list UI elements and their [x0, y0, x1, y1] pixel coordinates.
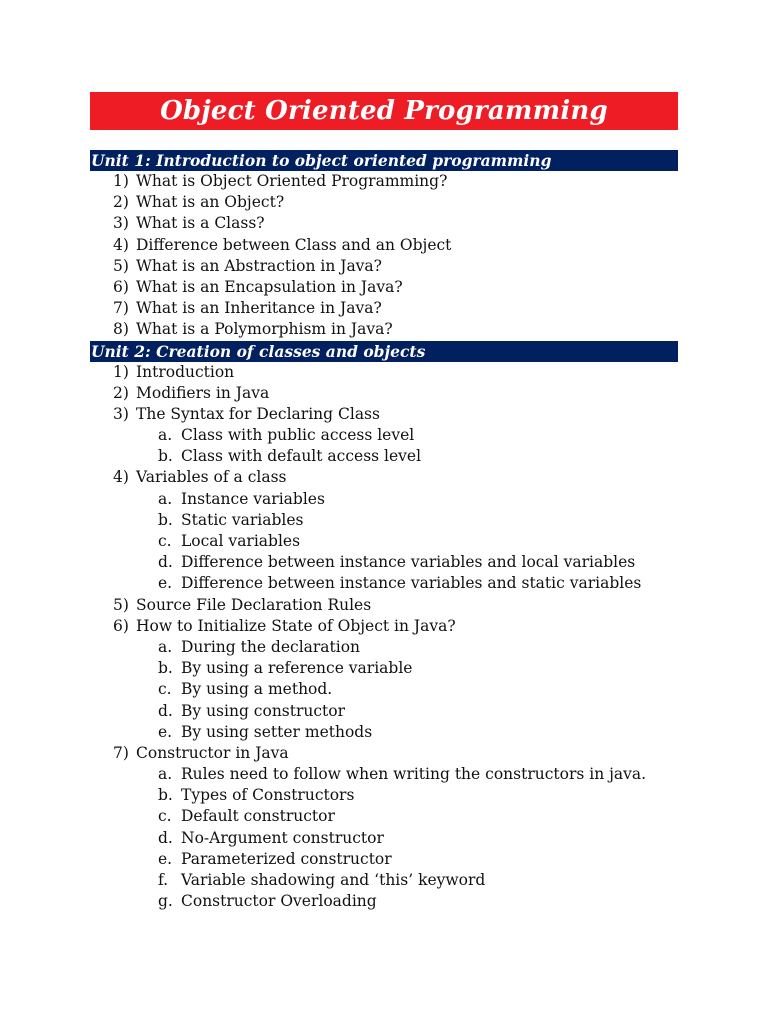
list-item-number: 6)	[113, 277, 129, 296]
list-item-number: 7)	[113, 743, 129, 762]
sub-list-item	[90, 806, 678, 827]
sub-list-item	[90, 785, 678, 806]
list-item	[90, 743, 678, 764]
sub-list-item	[90, 679, 678, 700]
sub-list-item-letter: d.	[158, 701, 173, 720]
list-item-number: 3)	[113, 214, 129, 233]
sub-list-item-letter: b.	[158, 510, 173, 529]
sub-list-item	[90, 637, 678, 658]
sub-list-item	[90, 531, 678, 552]
sub-list-item-text: No-Argument constructor	[181, 828, 384, 847]
list-item	[90, 595, 678, 616]
sub-list-item-text: Types of Constructors	[181, 786, 355, 805]
sub-list-item-letter: b.	[158, 447, 173, 466]
list-item	[90, 235, 678, 256]
document-page	[90, 92, 678, 912]
sub-list-item-text: Constructor Overloading	[181, 892, 377, 911]
list-item-number: 6)	[113, 616, 129, 635]
sub-list-item-text: Instance variables	[181, 489, 325, 508]
sub-list-item-letter: b.	[158, 659, 173, 678]
sub-list-item-text: By using a method.	[181, 680, 333, 699]
list-item-text: What is a Polymorphism in Java?	[136, 320, 393, 339]
sub-list-item	[90, 870, 678, 891]
unit-section-1	[90, 150, 678, 341]
list-item	[90, 383, 678, 404]
unit-section-2	[90, 341, 678, 913]
sub-list-item-text: By using constructor	[181, 701, 346, 720]
list-item-number: 8)	[113, 320, 129, 339]
sub-list-item	[90, 658, 678, 679]
list-item-number: 4)	[113, 235, 129, 254]
sub-list-item-letter: c.	[158, 680, 172, 699]
sub-list-item-letter: e.	[158, 574, 173, 593]
sub-list-item-text: By using a reference variable	[181, 659, 413, 678]
list-item-number: 2)	[113, 383, 129, 402]
sub-list-item	[90, 764, 678, 785]
list-item-number: 3)	[113, 404, 129, 423]
list-item	[90, 298, 678, 319]
sub-list-item-text: Difference between instance variables and static variables	[181, 574, 642, 593]
sub-list-item-text: Class with default access level	[181, 447, 422, 466]
list-item	[90, 616, 678, 637]
list-item-text: What is an Object?	[136, 193, 285, 212]
sub-list-item-text: Default constructor	[181, 807, 335, 826]
sub-list-item	[90, 446, 678, 467]
unit-heading: Unit 1: Introduction to object oriented programming	[90, 150, 678, 171]
sub-list-item-letter: e.	[158, 849, 173, 868]
list-item-number: 5)	[113, 595, 129, 614]
sub-list-item	[90, 828, 678, 849]
list-item-text: How to Initialize State of Object in Java?	[136, 616, 456, 635]
sub-list-item-text: Variable shadowing and ‘this’ keyword	[181, 871, 486, 889]
list-item-text: What is an Inheritance in Java?	[136, 299, 382, 318]
list-item	[90, 277, 678, 298]
list-item-number: 4)	[113, 468, 129, 487]
sub-list-item-letter: a.	[158, 489, 173, 508]
list-item-text: What is an Abstraction in Java?	[136, 256, 382, 275]
sub-list-item-letter: g.	[158, 892, 173, 911]
list-item	[90, 171, 678, 192]
sub-list-item-text: Difference between instance variables and local variables	[181, 553, 636, 572]
list-item	[90, 404, 678, 425]
list-item	[90, 362, 678, 383]
sub-list-item-letter: d.	[158, 828, 173, 847]
sub-list-item	[90, 722, 678, 743]
sub-list-item-letter: e.	[158, 722, 173, 741]
list-item-number: 1)	[113, 172, 129, 190]
title-banner	[90, 92, 678, 130]
sub-list-item-letter: a.	[158, 426, 173, 445]
sub-list-item	[90, 552, 678, 573]
sub-list-item-text: Local variables	[181, 532, 301, 550]
list-item-text: Modifiers in Java	[136, 383, 270, 402]
list-item-text: Variables of a class	[136, 468, 287, 487]
list-item-text: What is a Class?	[136, 214, 265, 233]
sub-list-item	[90, 510, 678, 531]
list-item-number: 2)	[113, 193, 129, 212]
sub-list-item-letter: f.	[158, 871, 169, 889]
list-item-text: Introduction	[136, 362, 235, 381]
list-item	[90, 319, 678, 340]
list-item-number: 1)	[113, 362, 129, 381]
sub-list-item	[90, 701, 678, 722]
title-spacer	[90, 130, 678, 150]
sub-list-item	[90, 425, 678, 446]
sub-list-item	[90, 891, 678, 912]
list-item	[90, 467, 678, 488]
list-item-text: Difference between Class and an Object	[136, 235, 452, 254]
list-item-text: Source File Declaration Rules	[136, 595, 372, 614]
sub-list-item-letter: a.	[158, 765, 173, 784]
sub-list-item-text: Class with public access level	[181, 426, 415, 445]
list-item-text: What is Object Oriented Programming?	[136, 172, 448, 190]
sub-list-item-letter: d.	[158, 553, 173, 572]
list-item	[90, 192, 678, 213]
list-item	[90, 256, 678, 277]
list-item	[90, 213, 678, 234]
sub-list-item-text: Parameterized constructor	[181, 849, 392, 868]
list-item-text: Constructor in Java	[136, 743, 289, 762]
list-item-number: 7)	[113, 299, 129, 318]
list-item-number: 5)	[113, 256, 129, 275]
sub-list-item	[90, 849, 678, 870]
document-title: Object Oriented Programming	[160, 96, 608, 126]
sub-list-item-text: Static variables	[181, 510, 304, 529]
sub-list-item-text: During the declaration	[181, 637, 361, 656]
sub-list-item-letter: c.	[158, 532, 172, 550]
list-item-text: The Syntax for Declaring Class	[136, 404, 380, 423]
sub-list-item	[90, 489, 678, 510]
units-container	[90, 150, 678, 912]
unit-heading: Unit 2: Creation of classes and objects	[90, 341, 678, 362]
sub-list-item-letter: c.	[158, 807, 172, 826]
sub-list-item-letter: a.	[158, 637, 173, 656]
sub-list-item-text: By using setter methods	[181, 722, 373, 741]
sub-list-item	[90, 573, 678, 594]
sub-list-item-text: Rules need to follow when writing the constructors in java.	[181, 765, 647, 784]
list-item-text: What is an Encapsulation in Java?	[136, 277, 403, 296]
sub-list-item-letter: b.	[158, 786, 173, 805]
